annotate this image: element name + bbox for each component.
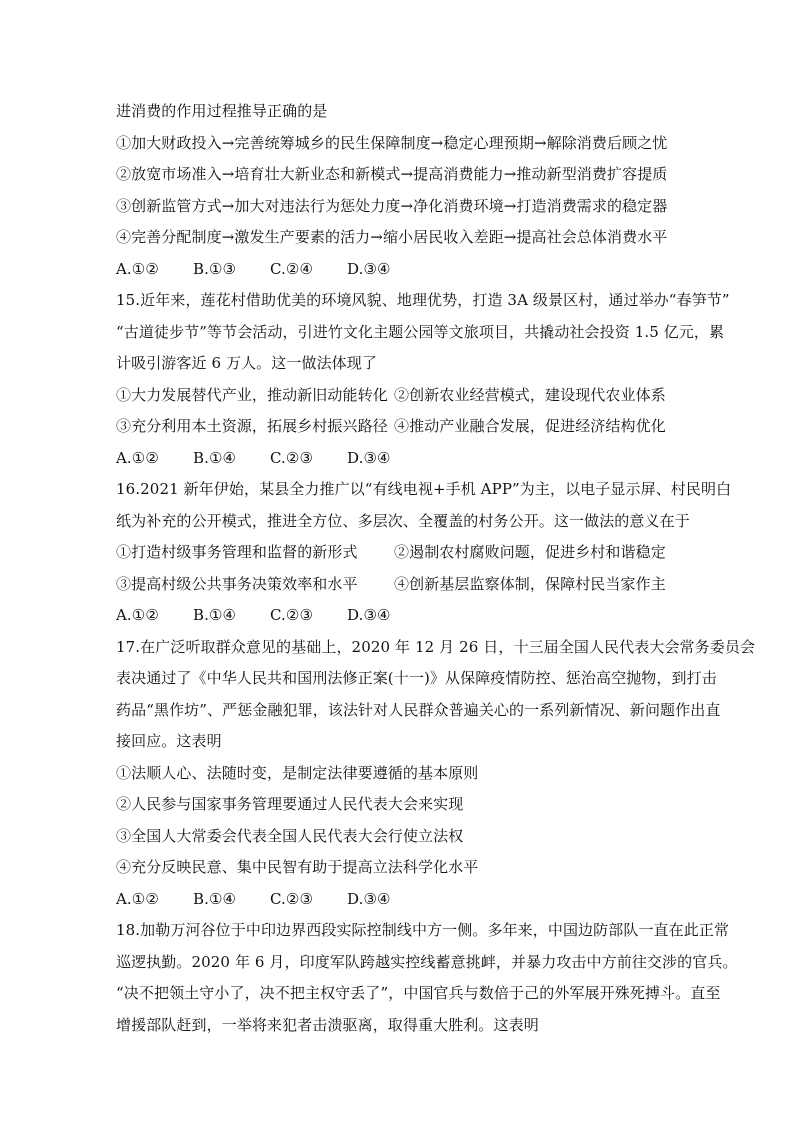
- choice-b: B.①④: [193, 889, 237, 908]
- option-line: ④充分反映民意、集中民智有助于提高立法科学化水平: [116, 858, 479, 876]
- option-line: ①法顺人心、法随时变，是制定法律要遵循的基本原则: [116, 763, 479, 782]
- question-stem-line: 进消费的作用过程推导正确的是: [116, 102, 328, 120]
- option-line: ②人民参与国家事务管理要通过人民代表大会来实现: [116, 795, 464, 813]
- answer-choices: [116, 443, 676, 475]
- choice-c: C.②③: [270, 889, 314, 908]
- choice-b: B.①④: [193, 606, 237, 624]
- choice-a: A.①②: [116, 259, 159, 278]
- question-15: [116, 285, 730, 474]
- choice-c: C.②③: [270, 606, 314, 624]
- option-row: [116, 537, 676, 569]
- choice-a: A.①②: [116, 606, 159, 624]
- answer-choices: [116, 600, 676, 632]
- choice-c: C.②④: [270, 259, 314, 278]
- question-stem-line: “古道徒步节”等节会活动，引进竹文化主题公园等文旅项目，共撬动社会投资 1.5 亿元，累: [116, 322, 725, 341]
- option-row: [116, 411, 676, 443]
- choice-c: C.②③: [270, 448, 314, 467]
- question-stem-line: 表决通过了《中华人民共和国刑法修正案(十一)》从保障疫情防控、惩治高空抛物，到打击: [116, 669, 717, 687]
- option-line: ③全国人大常委会代表全国人民代表大会行使立法权: [116, 826, 464, 845]
- question-stem-line: “决不把领土守小了，决不把主权守丢了”，中国官兵与数倍于己的外军展开殊死搏斗。直至: [116, 984, 721, 1002]
- choice-d: D.③④: [347, 259, 391, 278]
- question-16: [116, 474, 732, 632]
- choice-d: D.③④: [347, 606, 391, 624]
- option-row: [116, 569, 676, 601]
- option-item: ②遏制农村腐败问题，促进乡村和谐稳定: [394, 543, 666, 561]
- question-stem-line: 接回应。这表明: [116, 732, 222, 750]
- question-stem-line: 增援部队赶到，一举将来犯者击溃驱离，取得重大胜利。这表明: [116, 1015, 539, 1034]
- choice-d: D.③④: [347, 448, 391, 467]
- question-stem-line: 16.2021 新年伊始，某县全力推广以“有线电视+手机 APP”为主，以电子显示屏、村民明白: [116, 480, 732, 498]
- question-stem-line: 巡逻执勤。2020 年 6 月，印度军队跨越实控线蓄意挑衅，并暴力攻击中方前往交涉的官兵。: [116, 952, 738, 971]
- answer-choices: [116, 254, 676, 286]
- option-item: ④创新基层监察体制，保障村民当家作主: [394, 574, 666, 593]
- option-item: ①打造村级事务管理和监督的新形式: [116, 543, 358, 561]
- option-item: ②创新农业经营模式，建设现代农业体系: [394, 385, 666, 404]
- choice-b: B.①④: [193, 448, 237, 467]
- question-14: [116, 96, 676, 285]
- choice-d: D.③④: [347, 889, 391, 908]
- question-stem-line: 17.在广泛听取群众意见的基础上，2020 年 12 月 26 日，十三届全国人民代表大会常务委员会: [116, 637, 756, 656]
- option-line: ①加大财政投入→完善统筹城乡的民生保障制度→稳定心理预期→解除消费后顾之忧: [116, 133, 668, 152]
- option-line: ④完善分配制度→激发生产要素的活力→缩小居民收入差距→提高社会总体消费水平: [116, 228, 668, 246]
- option-item: ③提高村级公共事务决策效率和水平: [116, 574, 358, 593]
- option-item: ④推动产业融合发展，促进经济结构优化: [394, 417, 666, 435]
- choice-a: A.①②: [116, 448, 159, 467]
- option-row: [116, 380, 676, 412]
- question-stem-line: 纸为补充的公开模式，推进全方位、多层次、全覆盖的村务公开。这一做法的意义在于: [116, 511, 690, 530]
- choice-a: A.①②: [116, 889, 159, 908]
- question-stem-line: 15.近年来，莲花村借助优美的环境风貌、地理优势，打造 3A 级景区村，通过举办“春笋节”: [116, 291, 730, 309]
- answer-choices: [116, 884, 676, 916]
- question-stem-line: 计吸引游客近 6 万人。这一做法体现了: [116, 354, 377, 372]
- choice-b: B.①③: [193, 259, 237, 278]
- option-item: ①大力发展替代产业，推动新旧动能转化: [116, 385, 388, 404]
- question-18: [116, 915, 738, 1041]
- question-17: [116, 632, 756, 916]
- option-item: ③充分利用本土资源，拓展乡村振兴路径: [116, 417, 388, 435]
- exam-page: [116, 96, 756, 1041]
- question-stem-line: 18.加勒万河谷位于中印边界西段实际控制线中方一侧。多年来，中国边防部队一直在此正常: [116, 921, 730, 939]
- option-line: ③创新监管方式→加大对违法行为惩处力度→净化消费环境→打造消费需求的稳定器: [116, 196, 668, 215]
- question-stem-line: 药品“黑作坊”、严惩金融犯罪，该法针对人民群众普遍关心的一系列新情况、新问题作出直: [116, 700, 721, 719]
- option-line: ②放宽市场准入→培育壮大新业态和新模式→提高消费能力→推动新型消费扩容提质: [116, 165, 668, 183]
